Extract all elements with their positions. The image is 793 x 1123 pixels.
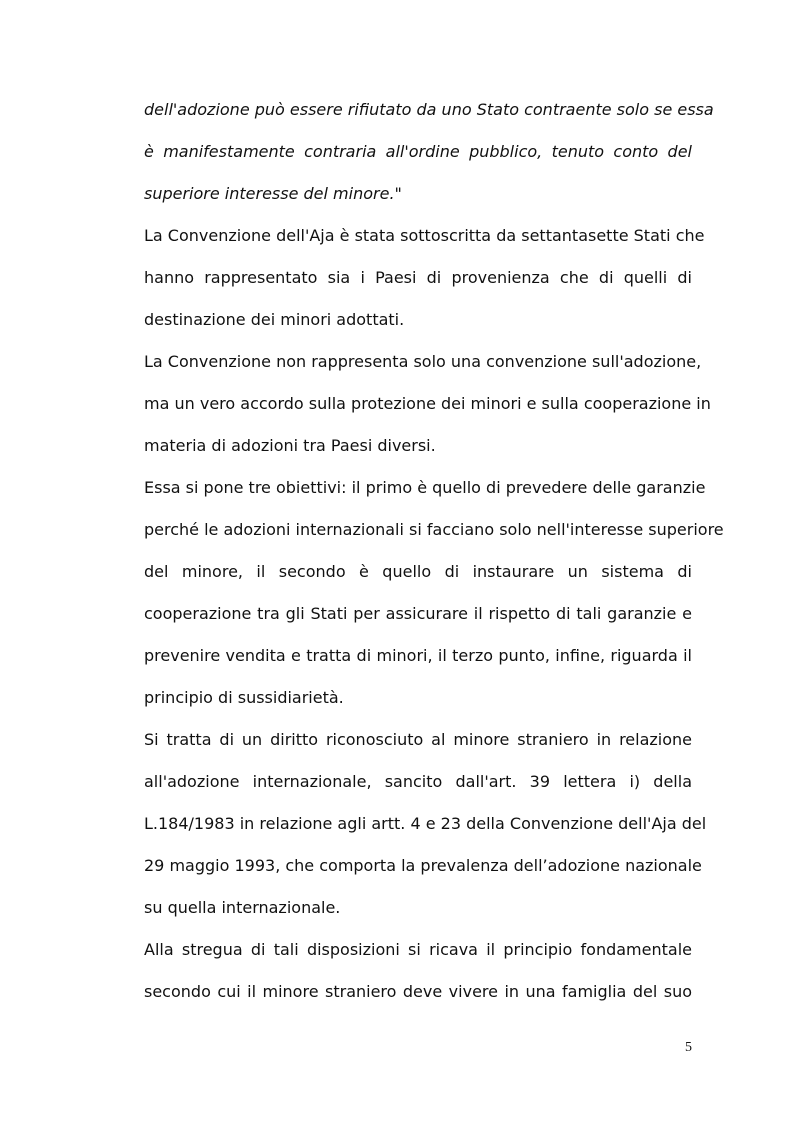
text-line: Essa si pone tre obiettivi: il primo è quello di prevedere delle garanzie [144, 478, 706, 497]
text-line: L.184/1983 in relazione agli artt. 4 e 23 della Convenzione dell'Aja del [144, 814, 707, 833]
text-line: destinazione dei minori adottati. [144, 310, 405, 329]
text-line: Alla stregua di tali disposizioni si ricava il principio fondamentale [144, 940, 692, 959]
text-line: ma un vero accordo sulla protezione dei minori e sulla cooperazione in [144, 394, 711, 413]
page-number: 5 [685, 1040, 692, 1055]
text-line: materia di adozioni tra Paesi diversi. [144, 436, 436, 455]
text-line: cooperazione tra gli Stati per assicurare il rispetto di tali garanzie e [144, 604, 692, 623]
text-line: secondo cui il minore straniero deve vivere in una famiglia del suo [144, 982, 692, 1001]
quote-line: è manifestamente contraria all'ordine pubblico, tenuto conto del [144, 142, 692, 161]
text-line: hanno rappresentato sia i Paesi di provenienza che di quelli di [144, 268, 692, 287]
text-line: La Convenzione non rappresenta solo una convenzione sull'adozione, [144, 352, 702, 371]
text-line: Si tratta di un diritto riconosciuto al minore straniero in relazione [144, 730, 692, 749]
text-line: su quella internazionale. [144, 898, 341, 917]
text-line: 29 maggio 1993, che comporta la prevalenza dell’adozione nazionale [144, 856, 702, 875]
text-line: del minore, il secondo è quello di instaurare un sistema di [144, 562, 692, 581]
text-line: perché le adozioni internazionali si facciano solo nell'interesse superiore [144, 520, 724, 539]
quote-line: dell'adozione può essere rifiutato da uno Stato contraente solo se essa [144, 100, 714, 119]
text-line: all'adozione internazionale, sancito dall'art. 39 lettera i) della [144, 772, 692, 791]
text-line: prevenire vendita e tratta di minori, il terzo punto, infine, riguarda il [144, 646, 692, 665]
text-line: principio di sussidiarietà. [144, 688, 344, 707]
quote-line: superiore interesse del minore." [144, 184, 402, 203]
text-line: La Convenzione dell'Aja è stata sottoscritta da settantasette Stati che [144, 226, 705, 245]
